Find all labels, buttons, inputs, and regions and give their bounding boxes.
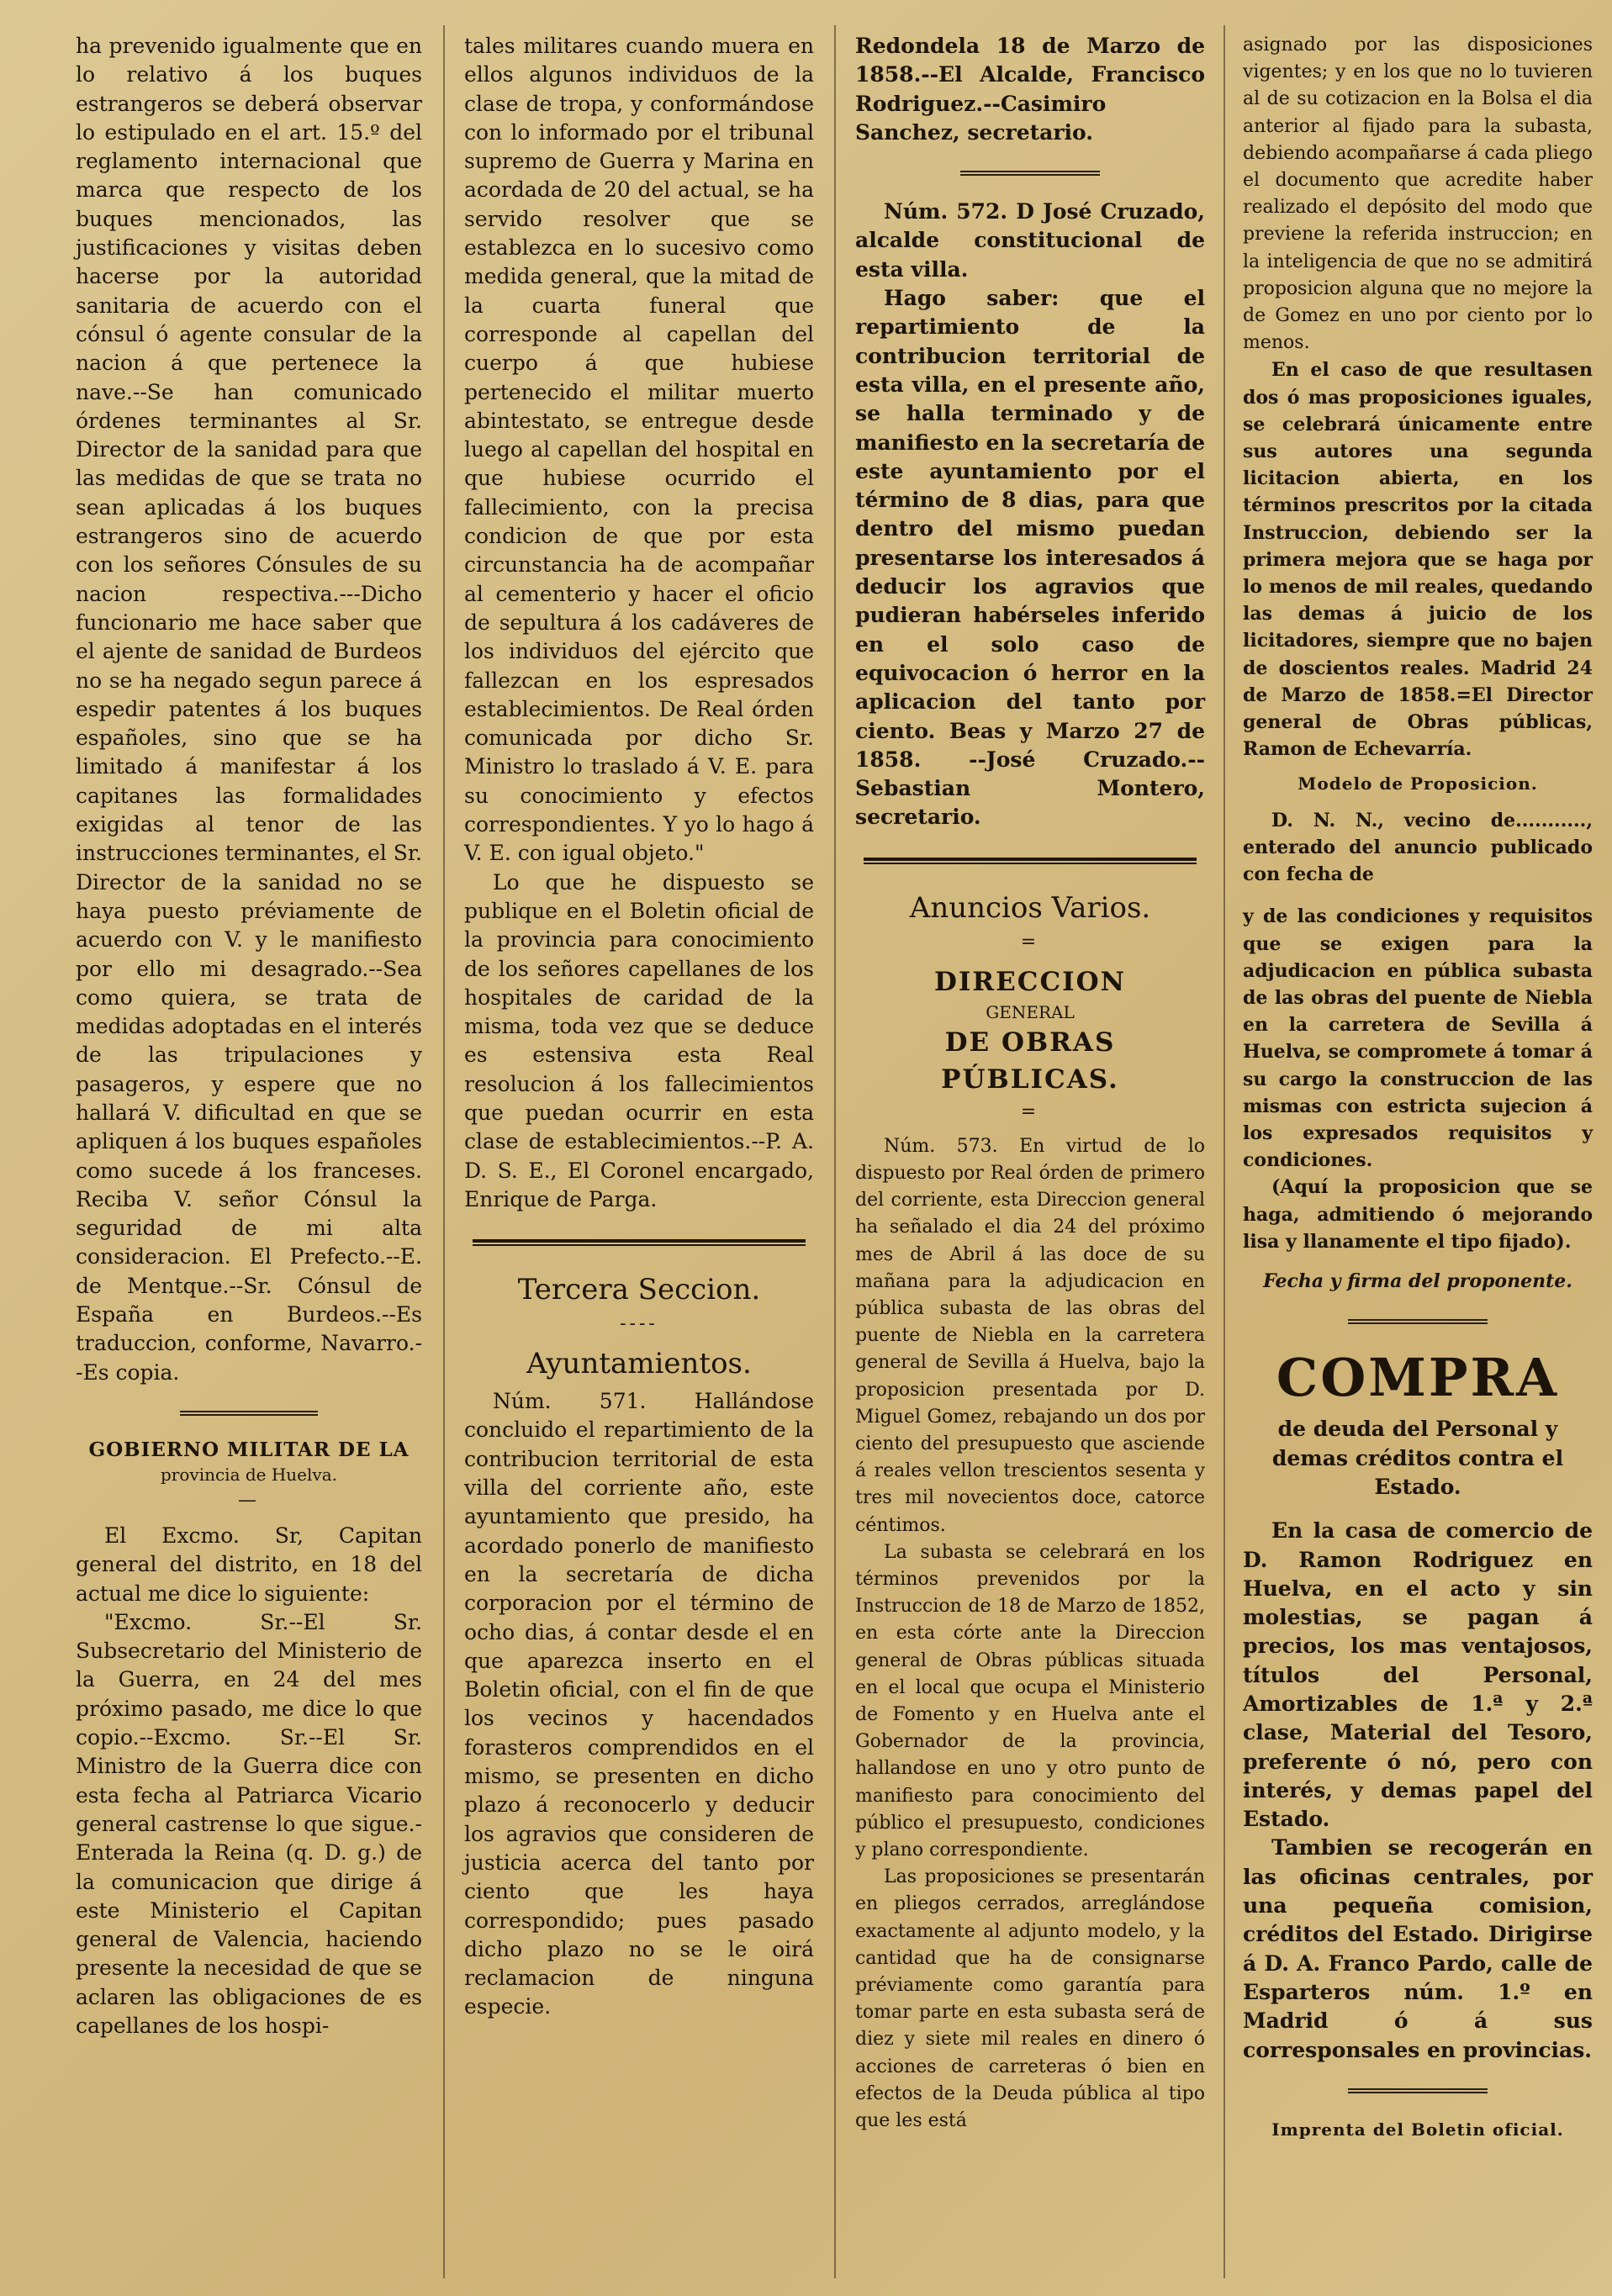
modelo-proposicion-title: Modelo de Proposicion. — [1298, 773, 1538, 794]
section-double-rule — [473, 1239, 806, 1246]
num-572-heading: Núm. 572. D José Cruzado, alcalde constitucional de esta villa. — [855, 199, 1205, 282]
column-2 — [454, 32, 824, 2268]
dash-ornament: — — [238, 1489, 260, 1511]
ayuntamientos-title: Ayuntamientos. — [526, 1347, 752, 1381]
dash-ornament: = — [1020, 931, 1040, 953]
obras-publicas-title: DE OBRAS PÚBLICAS. — [941, 1027, 1119, 1095]
section-rule — [180, 1411, 319, 1416]
modelo-intro: D. N. N., vecino de..........., enterado del anuncio publicado con fecha de — [1243, 809, 1593, 886]
column-4 — [1233, 32, 1603, 2268]
boletin-publication-text: Lo que he dispuesto se publique en el Boletin oficial de la provincia para conocimiento de los señores capellanes de los hospitales de caridad de la misma, toda vez que se deduce es estensiva esta Real resolucion á los fallecimientos que puedan ocurrir en esta clase de establecimientos.--P. A. D. S. E., El Coronel encargado, Enrique de Parga. — [464, 869, 814, 1211]
real-orden-text: tales militares cuando muera en ellos algunos individuos de la clase de tropa, y conformándose con lo informado por el tribunal supremo de Guerra y Marina en acordada de 20 del actual, se ha servido resolver que se establezca en lo sucesivo como medida general, que la mitad de la cuarta funeral que corresponde al capellan del cuerpo á que hubiese pertenecido el militar muerto abintestato, se entregue desde luego al capellan del hospital en que hubiese ocurrido el fallecimiento, con la precisa condicion de que por esta circunstancia ha de acompañar al cementerio y hacer el oficio de sepultura á los cadáveres de los individuos del ejército que fallezcan en los espresados establecimientos. De Real órden comunicada por dicho Sr. Ministro lo traslado á V. E. para su conocimiento y efectos correspondientes. Y yo lo hago á V. E. con igual objeto." — [464, 34, 814, 866]
column-divider — [1224, 25, 1225, 2278]
dash-ornament: = — [1020, 1100, 1040, 1122]
column-divider — [443, 25, 445, 2278]
column-divider — [834, 25, 836, 2278]
anuncios-varios-title: Anuncios Varios. — [909, 890, 1151, 925]
redondela-signature: Redondela 18 de Marzo de 1858.--El Alcalde, Francisco Rodriguez.--Casimiro Sanchez, secretario. — [855, 34, 1205, 145]
capitan-general-intro: El Excmo. Sr, Capitan general del distrito, en 18 del actual me dice lo siguiente: — [76, 1523, 422, 1606]
subasta-text: La subasta se celebrará en los términos prevenidos por la Instruccion de 18 de Marzo de 1852, en esta córte ante la Direccion general de Obras públicas situada en el local que ocupa el Ministerio de Fomento y en Huelva ante el Gobernador de la provincia, hallandose en uno y otro punto de manifiesto para conocimiento del público el presupuesto, condiciones y plano correspondiente. — [855, 1541, 1205, 1861]
licitacion-text: En el caso de que resultasen dos ó mas proposiciones iguales, se celebrará únicamente entre sus autores una segunda licitacion abierta, en los términos prescritos por la citada Instruccion, debiendo ser la primera mejora que se haga por lo menos de mil reales, quedando las demas á juicio de los licitadores, siempre que no bajen de doscientos reales. Madrid 24 de Marzo de 1858.=El Director general de Obras públicas, Ramon de Echevarría. — [1243, 359, 1593, 761]
direccion-title: DIRECCION — [934, 966, 1126, 997]
tercera-seccion-title: Tercera Seccion. — [517, 1273, 761, 1307]
imprenta-footer: Imprenta del Boletin oficial. — [1271, 2119, 1564, 2140]
gobierno-militar-title: GOBIERNO MILITAR DE LA — [88, 1438, 410, 1461]
modelo-condiciones: y de las condiciones y requisitos que se exigen para la adjudicacion en pública subasta de las obras del puente de Niebla en la carretera de Sevilla á Huelva, se compromete á tomar á su cargo la construccion de las mismas con estricta sujecion á los expresados requisitos y condiciones. — [1243, 905, 1593, 1172]
gobierno-militar-subtitle: provincia de Huelva. — [161, 1464, 337, 1485]
deposito-text: asignado por las disposiciones vigentes; y en los que no lo tuvieren al de su cotizacion en la Bolsa el dia anterior al fijado para la subasta, debiendo acompañarse á cada pliego el documento que acredite haber realizado el depósito del modo que previene la referida instruccion; en la inteligencia de que no se admitirá proposicion alguna que no mejore la de Gomez en uno por ciento por lo menos. — [1243, 34, 1593, 354]
section-rule — [960, 171, 1100, 176]
column-1 — [66, 32, 432, 2268]
compra-title: COMPRA — [1276, 1347, 1560, 1409]
num-571-text: Núm. 571. Hallándose concluido el repartimiento de la contribucion territorial de esta villa del corriente año, este ayuntamiento que presido, ha acordado ponerlo de manifiesto en la secretaría de dicha corporacion por el término de ocho dias, á contar desde el en que aparezca inserto en el Boletin oficial, con el fin de que los vecinos y hacendados forasteros comprendidos en el mismo, se presenten en dicho plazo á reconocerlo y deducir los agravios que consideren de justicia acerca del tanto por ciento que les haya correspondido; pues pasado dicho plazo no se le oirá reclamacion de ninguna especie. — [464, 1389, 814, 2019]
section-rule — [1348, 1319, 1488, 1324]
num-572-text: Hago saber: que el repartimiento de la contribucion territorial de esta villa, en el presente año, se halla terminado y de manifiesto en la secretaría de este ayuntamiento por el término de 8 dias, para que dentro del mismo puedan presentarse los interesados á deducir los agravios que pudieran habérseles inferido en el solo caso de equivocacion ó herror en la aplicacion del tanto por ciento. Beas y Marzo 27 de 1858. --José Cruzado.--Sebastian Montero, secretario. — [855, 286, 1205, 830]
dash-ornament: ---- — [620, 1313, 658, 1335]
sanidad-text: ha prevenido igualmente que en lo relativo á los buques estrangeros se deberá observar lo estipulado en el art. 15.º del reglamento internacional que marca que respecto de los buques mencionados, las justificaciones y visitas deben hacerse por la autoridad sanitaria de acuerdo con el cónsul ó agente consular de la nacion á que pertenece la nave.--Se han comunicado órdenes terminantes al Sr. Director de la sanidad para que las medidas de que se trata no sean aplicadas á los buques estrangeros sino de acuerdo con los señores Cónsules de su nacion respectiva.---Dicho funcionario me hace saber que el ajente de sanidad de Burdeos no se ha negado segun parece á espedir patentes á los buques españoles, sino que se ha limitado á manifestar á los capitanes las formalidades exigidas al tenor de las instrucciones terminantes, el Sr. Director de la sanidad no se haya puesto préviamente de acuerdo con V. y le manifiesto por ello mi desagrado.--Sea como quiera, se trata de medidas adoptadas en el interés de las tripulaciones y pasageros, y espere que no hallará V. dificultad en que se apliquen á los buques españoles como sucede á los franceses. Reciba V. señor Cónsul la seguridad de mi alta consideracion. El Prefecto.--E. de Mentque.--Sr. Cónsul de España en Burdeos.--Es traduccion, conforme, Navarro.--Es copia. — [76, 34, 422, 1385]
section-rule — [1348, 2088, 1488, 2093]
firma-proponente: Fecha y firma del proponente. — [1263, 1270, 1572, 1293]
compra-oficinas-text: Tambien se recogerán en las oficinas centrales, por una pequeña comision, créditos del Estado. Dirigirse á D. A. Franco Pardo, calle de Esparteros núm. 1.º en Madrid ó á sus corresponsales en provincias. — [1243, 1835, 1593, 2062]
proposiciones-text: Las proposiciones se presentarán en pliegos cerrados, arreglándose exactamente al adjunto modelo, y la cantidad que ha de consignarse préviamente como garantía para tomar parte en esta subasta será de diez y siete mil reales en dinero ó acciones de carreteras ó bien en efectos de la Deuda pública al tipo que les está — [855, 1866, 1205, 2132]
compra-subtitle: de deuda del Personal y demas créditos contra el Estado. — [1271, 1417, 1564, 1499]
general-subtitle: GENERAL — [986, 1001, 1075, 1022]
modelo-nota: (Aquí la proposicion que se haga, admitiendo ó mejorando lisa y llanamente el tipo fijado). — [1243, 1176, 1593, 1253]
num-573-text: Núm. 573. En virtud de lo dispuesto por Real órden de primero del corriente, esta Direccion general ha señalado el dia 24 del próximo mes de Abril á las doce de su mañana para la adjudicacion en pública subasta de las obras del puente de Niebla en la carretera general de Sevilla á Huelva, bajo la proposicion presentada por D. Miguel Gomez, rebajando un dos por ciento del presupuesto que asciende á reales vellon trescientos sesenta y tres mil novecientos doce, catorce céntimos. — [855, 1135, 1205, 1536]
compra-casa-text: En la casa de comercio de D. Ramon Rodriguez en Huelva, en el acto y sin molestias, se pagan á precios, los mas ventajosos, títulos del Personal, Amortizables de 1.ª y 2.ª clase, Material del Tesoro, preferente ó nó, pero con interés, y demas papel del Estado. — [1243, 1518, 1593, 1832]
capitan-general-text: "Excmo. Sr.--El Sr. Subsecretario del Ministerio de la Guerra, en 24 del mes próximo pasado, me dice lo que copio.--Excmo. Sr.--El Sr. Ministro de la Guerra dice con esta fecha al Patriarca Vicario general castrense lo que sigue.-Enterada la Reina (q. D. g.) de la comunicacion que dirige á este Ministerio el Capitan general de Valencia, haciendo presente la necesidad de que se aclaren las obligaciones de es capellanes de los hospi- — [76, 1609, 422, 2038]
column-3 — [845, 32, 1215, 2268]
section-double-rule — [864, 858, 1197, 864]
